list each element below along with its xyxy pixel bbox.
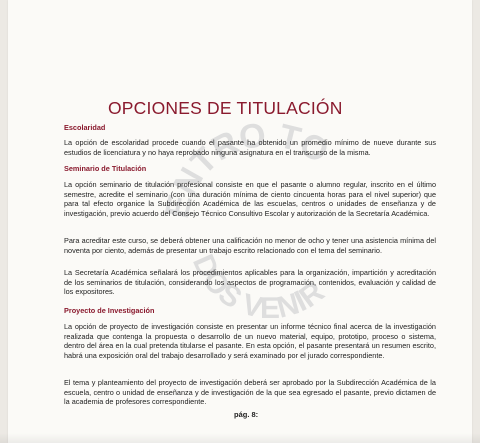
paragraph-seminario-2: Para acreditar este curso, se deberá obtener una calificación no menor de ocho y tener una asistencia mínima del noventa por ciento, además de presentar un trabajo escrito relacionado con el tema del seminario. (64, 236, 436, 255)
paragraph-proyecto-2: El tema y planteamiento del proyecto de investigación deberá ser aprobado por la Subdirección Académica de la escuela, centro o unidad de enseñanza y de investigación de la que sea egresado el pasante, previo dictamen de la academia de profesores correspondiente. (64, 378, 436, 406)
svg-text:DOS VENIR: DOS VENIR (185, 249, 331, 326)
paragraph-seminario-3: La Secretaría Académica señalará los procedimientos aplicables para la organización, impartición y acreditación de los seminarios de titulación, considerando los aspectos de programación, contenidos, evaluación y calidad de los expositores. (64, 268, 436, 296)
section-heading-escolaridad: Escolaridad (64, 123, 106, 132)
page-title: OPCIONES DE TITULACIÓN (108, 98, 343, 118)
paragraph-seminario-1: La opción seminario de titulación profesional consiste en que el pasante o alumno regular, inscrito en el último semestre, acredite el seminario (con una duración mínima de ciento cincuenta horas para el nivel superior) que para tal efecto organice la Subdirección Académica de las escuelas, centros o unidades de enseñanza y de investigación, previo acuerdo del Consejo Técnico Consultivo Escolar y autorización de la Secretaría Académica. (64, 180, 436, 218)
section-heading-seminario: Seminario de Titulación (64, 164, 147, 173)
page-number: pág. 8: (234, 410, 259, 419)
document-page (8, 0, 472, 443)
svg-text:ENTRO TO: ENTRO TO (158, 115, 336, 222)
paragraph-proyecto-1: La opción de proyecto de investigación consiste en presentar un informe técnico final acerca de la investigación realizada que contenga la propuesta o desarrollo de un nuevo material, equipo, prototipo, proceso o sistema, dentro del área en la cual pretenda titularse el pasante. En esta opción, el pasante presentará un resumen escrito, habrá una exposición oral del trabajo desarrollado y será examinado por el jurado correspondiente. (64, 322, 436, 360)
paragraph-escolaridad: La opción de escolaridad procede cuando el pasante ha obtenido un promedio mínimo de nueve durante sus estudios de licenciatura y no haya reprobado ninguna asignatura en el transcurso de la misma. (64, 138, 436, 157)
section-heading-proyecto: Proyecto de Investigación (64, 306, 155, 315)
page-bottom-shadow (0, 433, 480, 443)
